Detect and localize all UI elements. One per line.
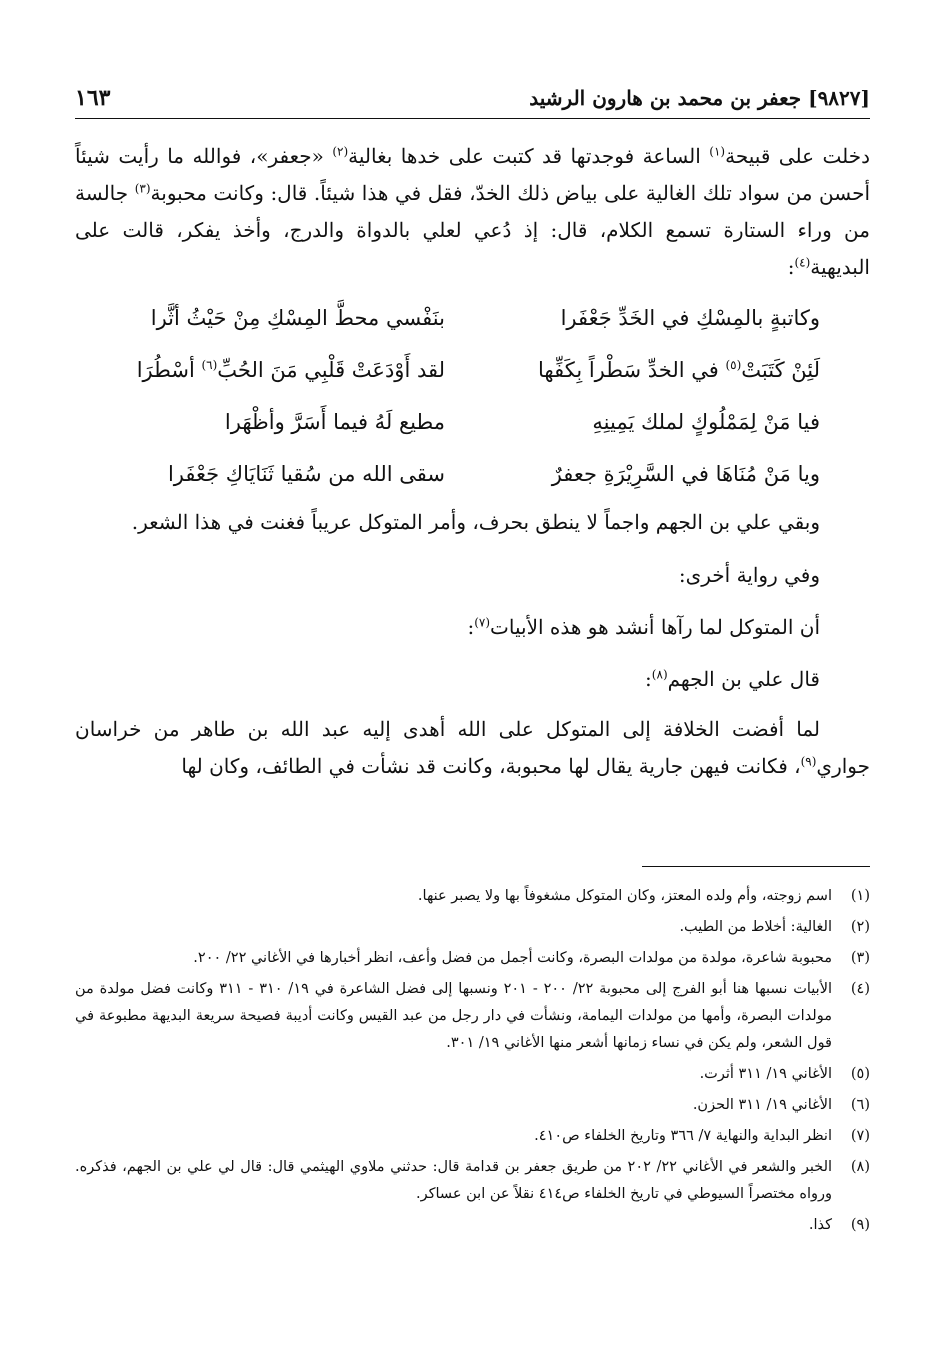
poem (75, 292, 870, 500)
verse-second-hemistich: لقد أَوْدَعَتْ قَلْبِي مَنَ الحُبِّ$^{(٦)}$ أسْطُرَا (136, 358, 445, 382)
footnote: (٩) كذا. (808, 1217, 870, 1233)
footnote-separator (642, 866, 870, 867)
verse-second-hemistich: مطيع لَهُ فيما أَسَرَّ وأظْهَرا (224, 410, 445, 434)
footnote-ref[interactable]: (٦) (201, 358, 218, 372)
paragraph-3: وفي رواية أخرى: (678, 563, 820, 587)
footnote-ref[interactable]: (٥) (725, 358, 742, 372)
footnote-ref[interactable]: (٤) (794, 255, 811, 270)
footnote: (٥) الأغاني ١٩/ ٣١١ أثرت. (699, 1066, 870, 1082)
chapter-title: [٩٨٢٧] جعفر بن محمد بن هارون الرشيد (529, 86, 870, 110)
footnote: (٣) محبوبة شاعرة، مولدة من مولدات البصرة، وكانت أجمل من فضل وأعف، انظر أخبارها في الأغاني ٢٢/ ٢٠٠. (193, 950, 870, 966)
footnote: (٢) الغالية: أخلاط من الطيب. (679, 919, 870, 935)
footnote-ref[interactable]: (٩) (800, 754, 817, 769)
main-text (75, 138, 870, 785)
footnote: (٦) الأغاني ١٩/ ٣١١ الحزن. (692, 1097, 870, 1113)
footnote: (٤) الأبيات نسبها هنا أبو الفرج إلى محبوبة ٢٢/ ٢٠٠ - ٢٠١ ونسبها إلى فضل الشاعرة في ١٩/ ٣١٠ - ٣١١ وكانت فضل مولدة من مولدات البصرة، وأمها من مولدات اليمامة، ونشأت في دار رجل من عبد القيس وكانت أديبة فصيحة سريعة البديهة مطبوعة في قول الشعر، ولم يكن في نساء زمانها أشعر منها الأغاني ١٩/ ٣٠١. (75, 981, 870, 1051)
paragraph-5: قال علي بن الجهم$^{(٨)}$: (645, 667, 820, 691)
verse (75, 292, 870, 344)
paragraph-4: أن المتوكل لما رآها أنشد هو هذه الأبيات$^{(٧)}$: (467, 615, 820, 639)
footnote-ref[interactable]: (٣) (134, 181, 151, 196)
verse (75, 396, 870, 448)
verse-first-hemistich: لَئِنْ كَتَبَتْ$^{(٥)}$ في الخدِّ سَطْراً بِكَفِّها (538, 358, 820, 382)
verse-first-hemistich: وكاتبةٍ بالمِسْكِ في الخَدِّ جَعْفَرا (560, 306, 820, 330)
page-number: ١٦٣ (75, 85, 111, 111)
footnote-ref[interactable]: (١) (709, 144, 726, 159)
footnote: (٧) انظر البداية والنهاية ٧/ ٣٦٦ وتاريخ الخلفاء ص٤١٠. (534, 1128, 870, 1144)
footnote: (١) اسم زوجته، وأم ولده المعتز، وكان المتوكل مشغوفاً بها ولا يصبر عنها. (417, 888, 870, 904)
paragraph-1: دخلت على قبيحة$^{(١)}$ الساعة فوجدتها قد كتبت على خدها بغالية$^{(٢)}$ «جعفر»، فوالله ما رأيت شيئاً أحسن من سواد تلك الغالية على بياض ذلك الخدّ، فقل في هذا شيئاً. قال: وكانت محبوبة$^{(٣)}$ جالسة من وراء الستارة تسمع الكلام، قال: إذ دُعي لعلي بالدواة والدرج، وأخذ يفكر، قالت على البديهية$^{(٤)}$: (75, 144, 871, 279)
paragraph-2: وبقي علي بن الجهم واجماً لا ينطق بحرف، وأمر المتوكل عريباً فغنت في هذا الشعر. (131, 510, 820, 534)
paragraph-6: لما أفضت الخلافة إلى المتوكل على الله أهدى إليه عبد الله بن طاهر من خراسان جواري$^{(٩)}$، فكانت فيهن جارية يقال لها محبوبة، وكانت قد نشأت في الطائف، وكان لها (75, 717, 870, 778)
verse-second-hemistich: بنَفْسي محطَّ المِسْكِ مِنْ حَيْثُ أثَّرا (150, 306, 445, 330)
verse-first-hemistich: فيا مَنْ لِمَمْلُوكٍ لملك يَمِينِهِ (592, 410, 820, 434)
footnote-ref[interactable]: (٢) (332, 144, 349, 159)
footnotes (75, 883, 870, 1243)
running-header (75, 78, 870, 119)
footnote: (٨) الخبر والشعر في الأغاني ٢٢/ ٢٠٢ من طريق جعفر بن قدامة قال: حدثني ملاوي الهيثمي قال: قال لي علي بن الجهم، فذكره. ورواه مختصراً السيوطي في تاريخ الخلفاء ص٤١٤ نقلاً عن ابن عساكر. (75, 1159, 870, 1202)
verse (75, 448, 870, 500)
verse-second-hemistich: سقى الله من سُقيا ثَنَايَاكِ جَعْفَرا (167, 462, 445, 486)
verse-first-hemistich: ويا مَنْ مُنَاهَا في السَّرِيْرَةِ جعفرٌ (551, 462, 820, 486)
footnote-ref[interactable]: (٧) (474, 615, 491, 630)
footnote-ref[interactable]: (٨) (651, 667, 668, 682)
verse (75, 344, 870, 396)
